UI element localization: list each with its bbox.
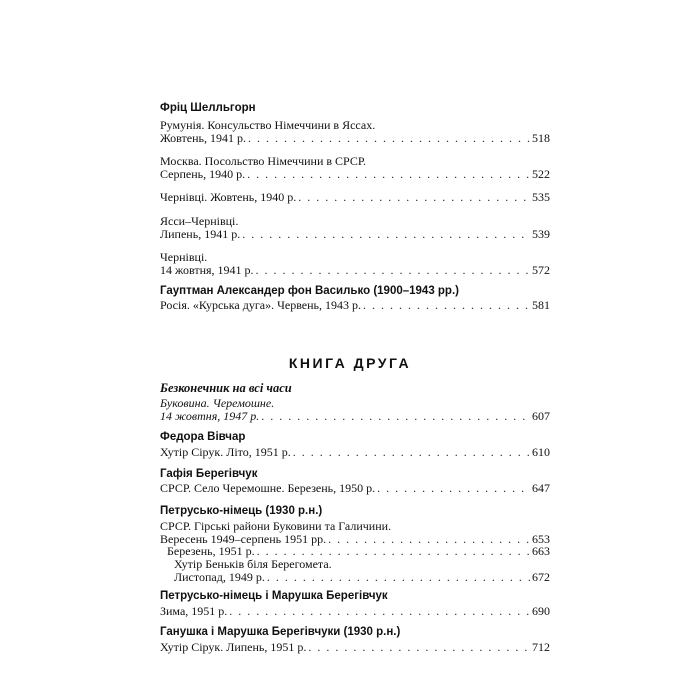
page-number: 518: [532, 131, 550, 145]
entry-location-line: Румунія. Консульство Німеччини в Яссах.: [160, 118, 376, 132]
page-number: 690: [532, 604, 550, 618]
dot-leader: [308, 640, 530, 654]
entry-location-line: СРСР. Гірські райони Буковини та Галичини.: [160, 519, 392, 533]
section-heading-hafia: Гафія Берегівчук: [160, 468, 258, 480]
toc-entry[interactable]: [160, 640, 550, 654]
entry-location-line: Ясси–Чернівці.: [160, 214, 239, 228]
page-number: 581: [532, 298, 550, 312]
dot-leader: [247, 167, 530, 181]
entry-text: Березень, 1951 р.: [167, 544, 255, 558]
entry-text: 14 жовтня, 1941 р.: [160, 263, 254, 277]
entry-text: Хутір Сірук. Липень, 1951 р.: [160, 640, 307, 654]
section-heading-fritz: Фріц Шелльгорн: [160, 102, 256, 114]
dot-leader: [256, 263, 530, 277]
entry-text: Чернівці. Жовтень, 1940 р.: [160, 190, 297, 204]
dot-leader: [242, 227, 530, 241]
entry-text: Листопад, 1949 р.: [174, 570, 265, 584]
page-number: 672: [532, 570, 550, 584]
entry-text: 14 жовтня, 1947 р.: [160, 409, 260, 423]
page-number: 712: [532, 640, 550, 654]
page-number: 572: [532, 263, 550, 277]
entry-location-line: Хутір Беньків біля Берегомета.: [174, 557, 332, 571]
dot-leader: [363, 298, 530, 312]
entry-text: Вересень 1949–серпень 1951 рр.: [160, 532, 327, 546]
dot-leader: [261, 409, 530, 423]
entry-text: Серпень, 1940 р.: [160, 167, 246, 181]
entry-location-line: Чернівці.: [160, 250, 208, 264]
section-heading-petrusko-marushka: Петрусько-німець і Марушка Берегівчук: [160, 590, 388, 602]
toc-entry[interactable]: [160, 167, 550, 181]
entry-text: Зима, 1951 р.: [160, 604, 228, 618]
section-heading-endless: Безконечник на всі часи: [160, 381, 292, 395]
toc-entry[interactable]: [160, 263, 550, 277]
entry-text: Липень, 1941 р.: [160, 227, 241, 241]
dot-leader: [293, 445, 530, 459]
toc-entry[interactable]: [160, 131, 550, 145]
entry-location-line: Буковина. Черемошне.: [160, 396, 275, 410]
entry-text: СРСР. Село Черемошне. Березень, 1950 р.: [160, 481, 376, 495]
toc-entry[interactable]: [160, 445, 550, 459]
dot-leader: [267, 570, 530, 584]
toc-entry[interactable]: [174, 570, 550, 584]
entry-text: Росія. «Курська дуга». Червень, 1943 р.: [160, 298, 362, 312]
page-number: 610: [532, 445, 550, 459]
page-number: 539: [532, 227, 550, 241]
toc-entry[interactable]: [160, 409, 550, 423]
section-heading-fedora: Федора Вівчар: [160, 431, 246, 443]
page-number: 663: [532, 544, 550, 558]
entry-text: Хутір Сірук. Літо, 1951 р.: [160, 445, 291, 459]
entry-location-line: Москва. Посольство Німеччини в СРСР.: [160, 154, 367, 168]
page-number: 647: [532, 481, 550, 495]
page-number: 607: [532, 409, 550, 423]
toc-entry[interactable]: [160, 298, 550, 312]
toc-entry[interactable]: [160, 481, 550, 495]
page-number: 522: [532, 167, 550, 181]
toc-entry[interactable]: [160, 604, 550, 618]
dot-leader: [257, 544, 530, 558]
dot-leader: [248, 131, 530, 145]
toc-entry[interactable]: [160, 190, 550, 204]
section-heading-hanushka: Ганушка і Марушка Берегівчуки (1930 р.н.): [160, 626, 401, 638]
section-heading-petrusko: Петрусько-німець (1930 р.н.): [160, 505, 323, 517]
dot-leader: [298, 190, 530, 204]
page-number: 535: [532, 190, 550, 204]
section-heading-hauptmann: Гауптман Александер фон Василько (1900–1943 рр.): [160, 285, 459, 297]
toc-entry[interactable]: [167, 544, 550, 558]
dot-leader: [377, 481, 530, 495]
book-two-title: КНИГА ДРУГА: [288, 355, 412, 371]
entry-text: Жовтень, 1941 р.: [160, 131, 246, 145]
toc-entry[interactable]: [160, 227, 550, 241]
dot-leader: [229, 604, 530, 618]
page-number: 653: [532, 532, 550, 546]
